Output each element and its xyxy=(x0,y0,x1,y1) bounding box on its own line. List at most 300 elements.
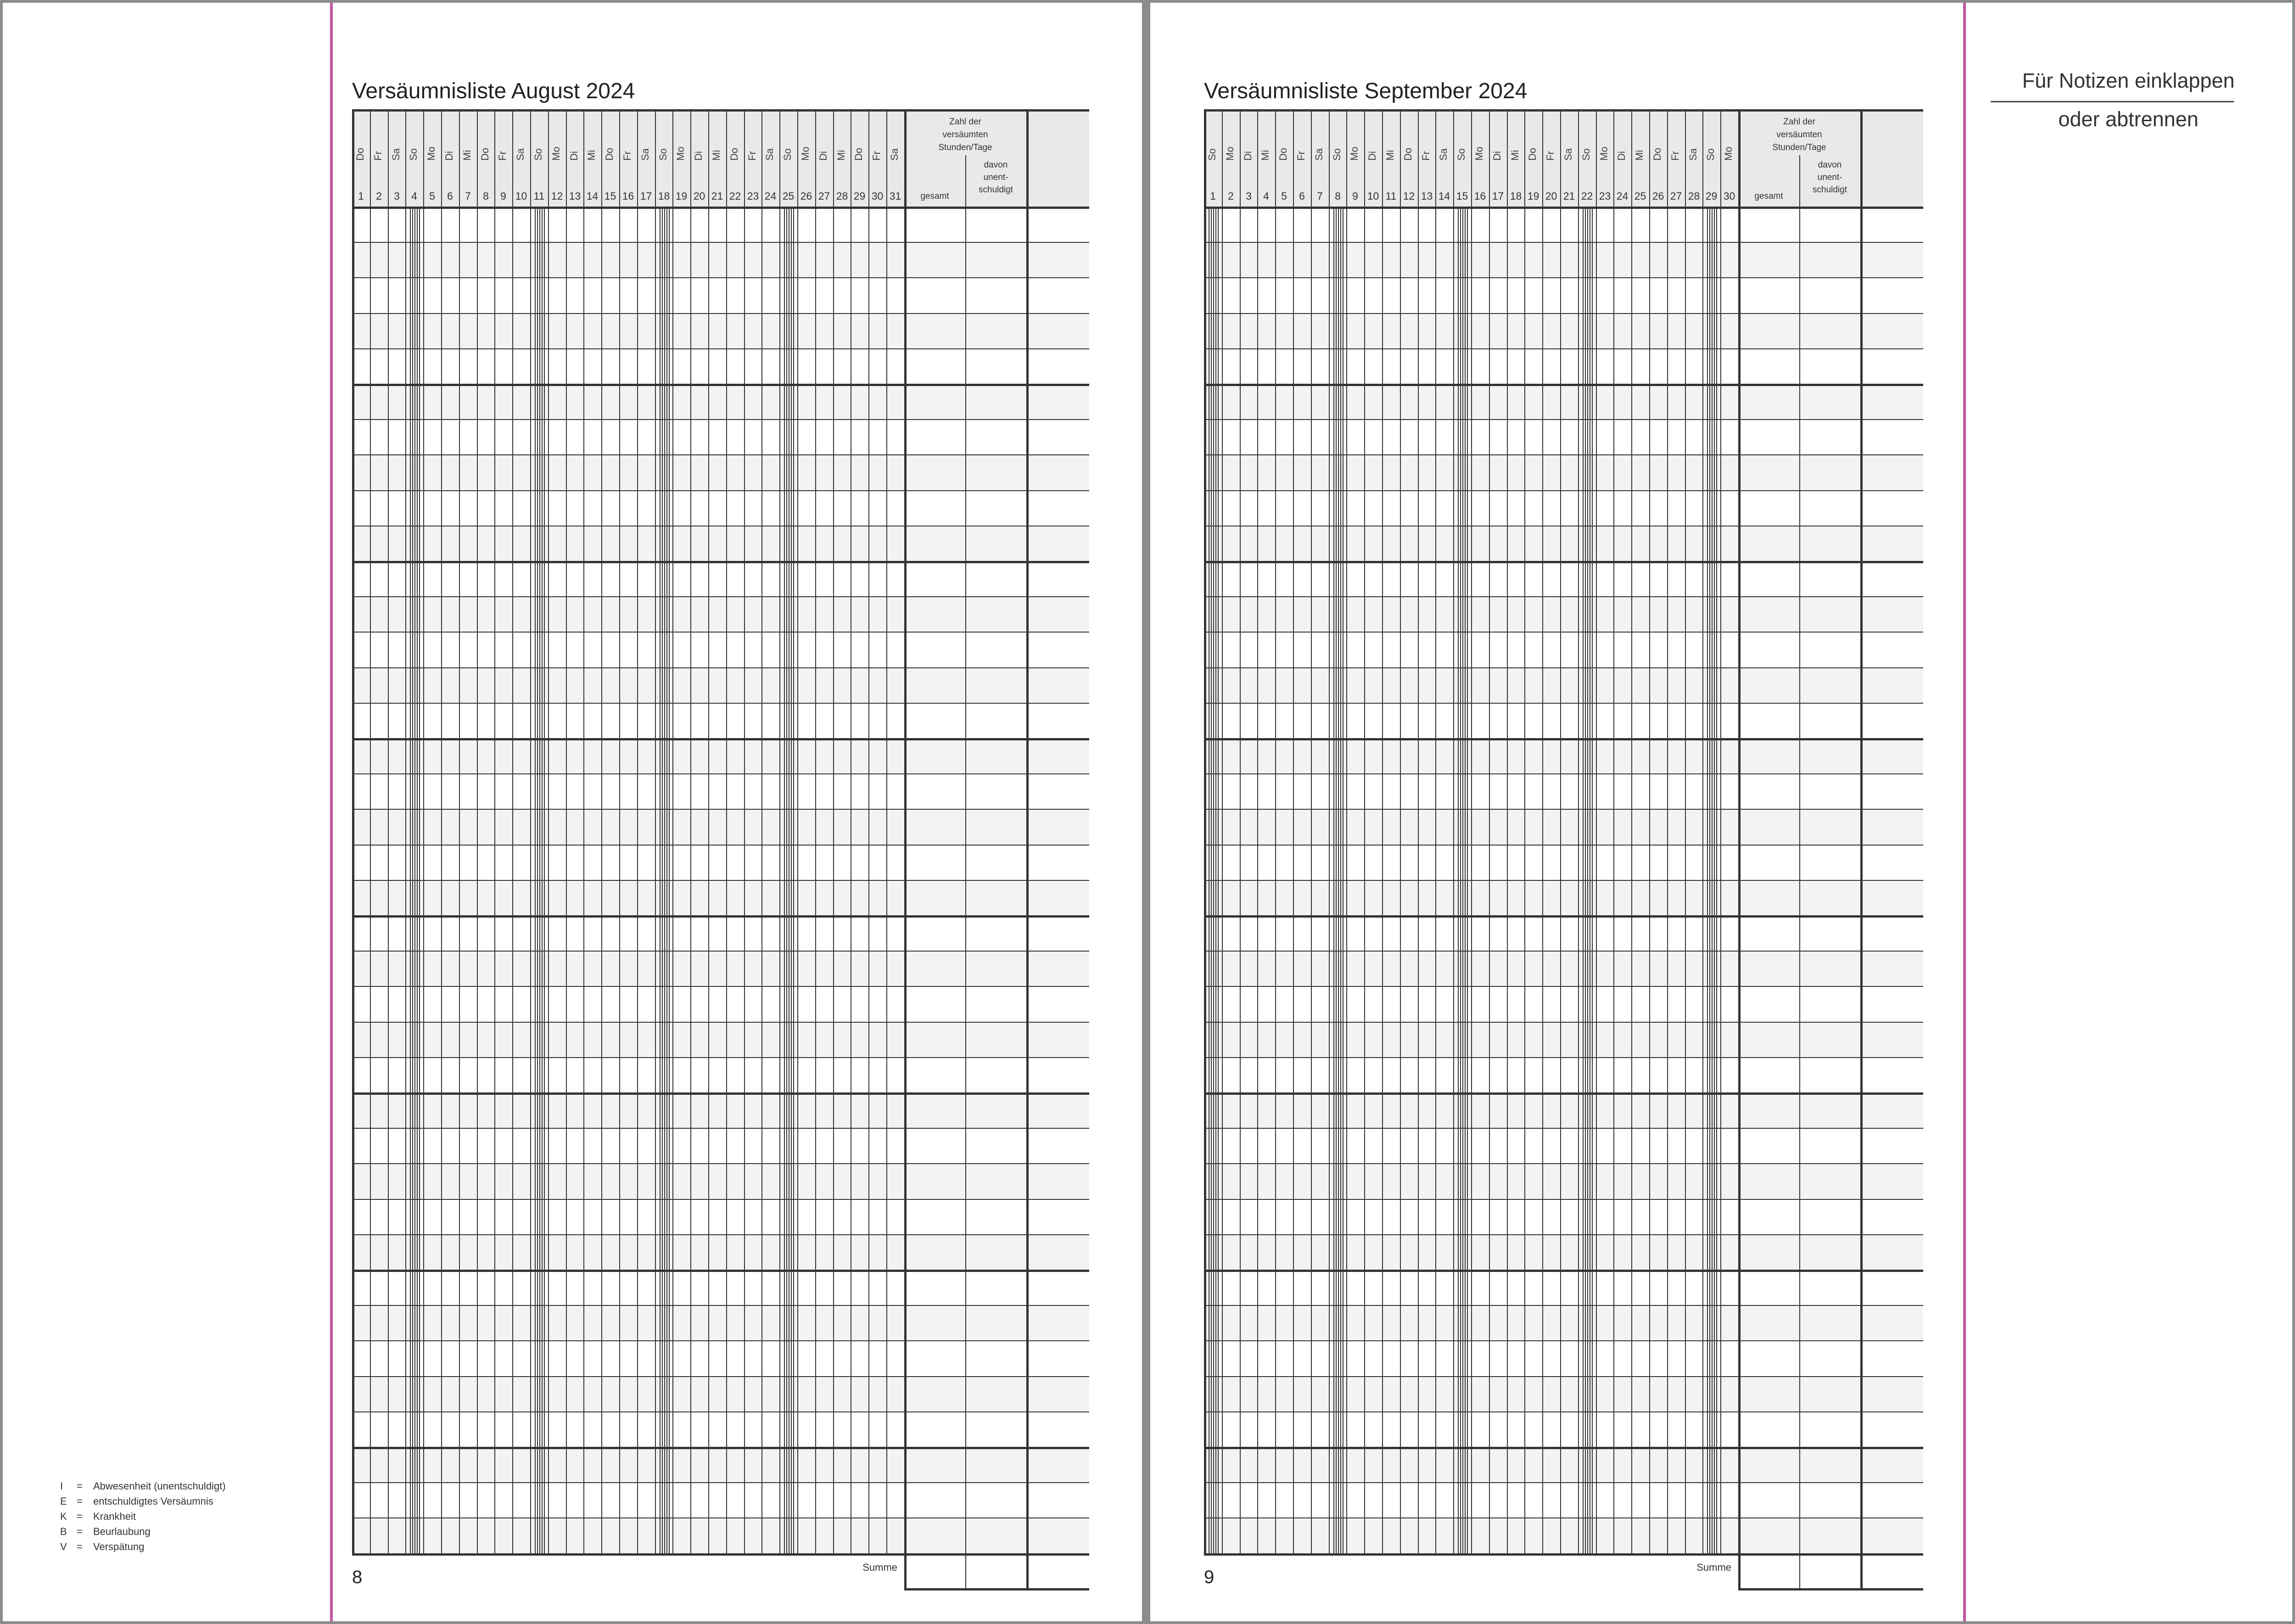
day-number: 8 xyxy=(483,190,489,202)
row-stripe xyxy=(352,313,1089,348)
row-rule xyxy=(352,915,1089,918)
weekday-text: Mi xyxy=(1509,150,1521,161)
row-rule xyxy=(1204,1305,1923,1306)
weekday-text: Sa xyxy=(639,148,651,161)
weekday-text: Di xyxy=(693,151,704,161)
weekday-text: Mi xyxy=(1384,150,1396,161)
weekday-text: Do xyxy=(728,147,740,161)
column-rule xyxy=(459,109,460,1553)
row-stripe xyxy=(1204,667,1923,703)
row-stripe xyxy=(1204,1092,1923,1128)
row-rule xyxy=(352,809,1089,810)
left-margin-line xyxy=(330,3,333,1621)
weekday-text: Fr xyxy=(871,151,882,161)
day-number: 26 xyxy=(1652,190,1664,202)
row-rule xyxy=(352,277,1089,278)
notes-divider xyxy=(1991,101,2234,102)
row-rule xyxy=(352,242,1089,243)
row-rule xyxy=(352,1447,1089,1449)
day-number: 29 xyxy=(1705,190,1718,202)
row-rule xyxy=(352,1482,1089,1483)
row-stripe xyxy=(352,738,1089,773)
column-rule xyxy=(1293,109,1294,1553)
row-rule xyxy=(1204,1270,1923,1272)
summary-header-line: Zahl der xyxy=(949,117,981,127)
day-number: 14 xyxy=(586,190,599,202)
weekday-text: Di xyxy=(1491,151,1503,161)
summary-header-line: versäumten xyxy=(942,130,988,140)
row-rule xyxy=(352,1411,1089,1412)
day-number: 25 xyxy=(1634,190,1646,202)
row-stripe xyxy=(1204,454,1923,490)
row-rule xyxy=(1204,596,1923,597)
column-rule xyxy=(1435,109,1436,1553)
row-stripe xyxy=(352,1163,1089,1198)
day-number: 8 xyxy=(1335,190,1341,202)
column-rule xyxy=(1222,109,1223,1553)
weekday-text: Do xyxy=(1651,147,1663,161)
day-number: 26 xyxy=(800,190,812,202)
row-rule xyxy=(352,845,1089,846)
weekday-text: Mo xyxy=(800,146,811,161)
weekday-text: Di xyxy=(1366,151,1378,161)
row-rule xyxy=(1204,1376,1923,1377)
day-number: 15 xyxy=(604,190,616,202)
weekday-text: Do xyxy=(479,147,491,161)
day-number: 10 xyxy=(1367,190,1379,202)
day-number: 1 xyxy=(358,190,364,202)
column-rule xyxy=(1631,109,1632,1553)
row-rule xyxy=(352,632,1089,633)
row-stripe xyxy=(352,242,1089,277)
column-rule xyxy=(530,109,531,1553)
weekday-text: So xyxy=(408,148,419,161)
row-stripe xyxy=(352,1234,1089,1270)
column-rule xyxy=(583,109,584,1553)
row-rule xyxy=(1204,667,1923,668)
row-rule xyxy=(1204,986,1923,987)
day-number: 12 xyxy=(1403,190,1415,202)
weekday-text: Mi xyxy=(586,150,597,161)
summary-column-rule xyxy=(1799,155,1800,1589)
weekday-text: So xyxy=(1206,148,1218,161)
weekday-text: So xyxy=(1331,148,1343,161)
page-title-september: Versäumnisliste September 2024 xyxy=(1204,79,1528,103)
row-stripe xyxy=(1204,738,1923,773)
row-rule xyxy=(1204,454,1923,455)
day-number: 13 xyxy=(1421,190,1433,202)
summary-col-unexcused-label xyxy=(965,159,1026,196)
row-rule xyxy=(1204,1022,1923,1023)
day-number: 22 xyxy=(1581,190,1593,202)
row-rule xyxy=(352,703,1089,704)
row-stripe xyxy=(1204,1305,1923,1340)
weekday-text: Mi xyxy=(835,150,847,161)
day-number: 2 xyxy=(376,190,382,202)
column-rule xyxy=(1738,109,1741,1553)
row-stripe xyxy=(1204,1022,1923,1057)
day-number: 30 xyxy=(1723,190,1735,202)
row-rule xyxy=(1204,277,1923,278)
row-rule xyxy=(352,596,1089,597)
row-stripe xyxy=(352,1305,1089,1340)
day-number: 20 xyxy=(693,190,705,202)
column-rule xyxy=(1578,109,1579,1553)
row-rule xyxy=(1204,242,1923,243)
row-stripe xyxy=(352,1447,1089,1482)
row-stripe xyxy=(352,809,1089,844)
row-rule xyxy=(1204,809,1923,810)
column-rule xyxy=(1275,109,1276,1553)
summary-header-title xyxy=(1738,116,1860,154)
day-number: 11 xyxy=(1385,190,1397,202)
summary-header-line: Zahl der xyxy=(1783,117,1815,127)
column-rule xyxy=(566,109,567,1553)
legend-row: B = Beurlaubung xyxy=(60,1526,151,1537)
column-rule xyxy=(744,109,745,1553)
row-stripe xyxy=(1204,313,1923,348)
row-rule xyxy=(352,1092,1089,1095)
column-rule xyxy=(1418,109,1419,1553)
day-number: 17 xyxy=(1492,190,1504,202)
day-number: 18 xyxy=(1510,190,1522,202)
row-rule xyxy=(1204,915,1923,918)
row-rule xyxy=(352,773,1089,774)
column-rule xyxy=(1685,109,1686,1553)
table-bottom-rule xyxy=(352,1553,1089,1556)
row-rule xyxy=(352,1305,1089,1306)
row-rule xyxy=(1204,490,1923,491)
row-rule xyxy=(352,1199,1089,1200)
legend-row: E = entschuldigtes Versäumnis xyxy=(60,1495,213,1507)
day-number: 16 xyxy=(1474,190,1486,202)
table-top-rule xyxy=(352,109,1089,112)
right-page xyxy=(1150,3,2292,1621)
column-rule xyxy=(601,109,602,1553)
row-stripe xyxy=(352,526,1089,561)
day-number: 28 xyxy=(1688,190,1700,202)
row-stripe xyxy=(352,667,1089,703)
weekday-text: Di xyxy=(817,151,829,161)
column-rule xyxy=(1613,109,1614,1553)
day-number: 21 xyxy=(1563,190,1575,202)
column-rule xyxy=(637,109,638,1553)
row-stripe xyxy=(1204,242,1923,277)
column-rule xyxy=(512,109,513,1553)
weekday-text: Di xyxy=(1242,151,1254,161)
weekday-text: Di xyxy=(443,151,455,161)
day-number: 3 xyxy=(1246,190,1252,202)
day-number: 24 xyxy=(1616,190,1629,202)
weekday-text: Fr xyxy=(1669,151,1681,161)
row-rule xyxy=(352,986,1089,987)
row-rule xyxy=(1204,561,1923,563)
day-number: 28 xyxy=(836,190,848,202)
row-rule xyxy=(1204,845,1923,846)
row-stripe xyxy=(1204,1518,1923,1553)
weekday-text: So xyxy=(782,148,793,161)
row-rule xyxy=(352,1163,1089,1164)
day-number: 16 xyxy=(622,190,634,202)
column-rule xyxy=(779,109,780,1553)
row-rule xyxy=(352,384,1089,386)
column-rule xyxy=(815,109,816,1553)
day-number: 21 xyxy=(711,190,723,202)
day-number: 9 xyxy=(1352,190,1358,202)
column-rule xyxy=(886,109,887,1553)
weekday-text: Do xyxy=(853,147,864,161)
row-rule xyxy=(352,951,1089,952)
row-rule xyxy=(1204,1057,1923,1058)
day-number: 7 xyxy=(1317,190,1323,202)
column-rule xyxy=(690,109,691,1553)
day-number: 15 xyxy=(1456,190,1468,202)
column-rule xyxy=(655,109,656,1553)
day-number: 2 xyxy=(1228,190,1234,202)
weekday-text: Fr xyxy=(621,151,633,161)
row-stripe xyxy=(1204,1234,1923,1270)
summary-column-rule xyxy=(1738,1553,1741,1589)
row-rule xyxy=(1204,703,1923,704)
day-number: 13 xyxy=(569,190,581,202)
weekday-text: So xyxy=(1455,148,1467,161)
weekday-text: So xyxy=(1580,148,1592,161)
column-rule xyxy=(388,109,389,1553)
column-rule xyxy=(708,109,709,1553)
row-rule xyxy=(352,490,1089,491)
weekday-text: Fr xyxy=(372,151,384,161)
row-rule xyxy=(1204,1340,1923,1341)
table-bottom-rule xyxy=(1204,1553,1923,1556)
table-top-rule xyxy=(1204,109,1923,112)
column-rule xyxy=(423,109,424,1553)
row-stripe xyxy=(1204,1163,1923,1198)
unexcused-header-line: unent- xyxy=(1817,173,1842,182)
column-rule xyxy=(672,109,673,1553)
weekday-text: Sa xyxy=(1313,148,1325,161)
weekday-text: Do xyxy=(1402,147,1414,161)
unexcused-header-line: schuldigt xyxy=(979,185,1013,195)
legend-row: I = Abwesenheit (unentschuldigt) xyxy=(60,1480,226,1492)
column-rule xyxy=(1649,109,1650,1553)
row-rule xyxy=(352,738,1089,740)
column-rule xyxy=(477,109,478,1553)
summary-col-total-label: gesamt xyxy=(920,191,949,201)
day-number: 19 xyxy=(1527,190,1539,202)
header-bottom-rule xyxy=(1204,207,1923,209)
column-rule xyxy=(1329,109,1330,1553)
day-number: 24 xyxy=(764,190,777,202)
weekday-text: So xyxy=(532,148,544,161)
row-stripe xyxy=(352,951,1089,986)
row-rule xyxy=(352,1057,1089,1058)
weekday-text: Mi xyxy=(1634,150,1645,161)
weekday-text: So xyxy=(657,148,669,161)
row-stripe xyxy=(1204,809,1923,844)
weekday-text: Mo xyxy=(1723,146,1734,161)
summary-column-rule xyxy=(904,1553,907,1589)
weekday-text: Sa xyxy=(764,148,775,161)
column-rule xyxy=(1204,109,1206,1553)
notes-hint-line2: oder abtrennen xyxy=(2058,107,2199,131)
day-number: 29 xyxy=(853,190,866,202)
weekday-text: Sa xyxy=(889,148,900,161)
row-stripe xyxy=(1204,596,1923,632)
row-stripe xyxy=(352,384,1089,419)
summary-header-line: versäumten xyxy=(1776,130,1822,140)
row-stripe xyxy=(1204,1447,1923,1482)
day-number: 20 xyxy=(1545,190,1557,202)
row-stripe xyxy=(352,880,1089,915)
unexcused-header-line: unent- xyxy=(983,173,1008,182)
row-rule xyxy=(1204,773,1923,774)
row-rule xyxy=(352,1234,1089,1235)
unexcused-header-line: davon xyxy=(984,160,1008,170)
day-number: 27 xyxy=(818,190,830,202)
right-fold-line xyxy=(1963,3,1966,1621)
column-rule xyxy=(1720,109,1721,1553)
weekday-text: Fr xyxy=(497,151,508,161)
weekday-text: Fr xyxy=(1420,151,1432,161)
row-rule xyxy=(352,1022,1089,1023)
row-rule xyxy=(1204,1411,1923,1412)
row-rule xyxy=(352,561,1089,563)
summary-col-total-label: gesamt xyxy=(1754,191,1783,201)
row-stripe xyxy=(1204,951,1923,986)
row-stripe xyxy=(352,1022,1089,1057)
day-number: 10 xyxy=(515,190,527,202)
weekday-text: Sa xyxy=(1687,148,1699,161)
column-rule xyxy=(726,109,727,1553)
column-rule xyxy=(1542,109,1543,1553)
row-rule xyxy=(352,1340,1089,1341)
column-rule xyxy=(370,109,371,1553)
column-rule xyxy=(1596,109,1597,1553)
column-rule xyxy=(1400,109,1401,1553)
page-title-august: Versäumnisliste August 2024 xyxy=(352,79,635,103)
weekday-text: Mi xyxy=(711,150,722,161)
row-stripe xyxy=(352,1092,1089,1128)
row-rule xyxy=(1204,738,1923,740)
summary-header-line: Stunden/Tage xyxy=(938,143,992,152)
day-number: 12 xyxy=(551,190,563,202)
row-rule xyxy=(1204,1234,1923,1235)
row-rule xyxy=(352,880,1089,881)
legend-row: V = Verspätung xyxy=(60,1541,145,1552)
row-rule xyxy=(1204,348,1923,349)
row-rule xyxy=(1204,880,1923,881)
header-bottom-rule xyxy=(352,207,1089,209)
day-number: 3 xyxy=(394,190,400,202)
day-number: 23 xyxy=(1599,190,1611,202)
row-rule xyxy=(352,419,1089,420)
column-rule xyxy=(797,109,798,1553)
day-number: 6 xyxy=(447,190,453,202)
day-number: 27 xyxy=(1670,190,1682,202)
summe-label: Summe xyxy=(1696,1561,1731,1573)
day-number: 1 xyxy=(1210,190,1216,202)
column-rule xyxy=(761,109,762,1553)
column-rule xyxy=(1346,109,1347,1553)
column-rule xyxy=(1364,109,1365,1553)
weekday-text: Mi xyxy=(1259,150,1271,161)
weekday-text: Fr xyxy=(746,151,758,161)
row-stripe xyxy=(352,1376,1089,1411)
row-rule xyxy=(1204,1128,1923,1129)
page-number-left: 8 xyxy=(352,1567,363,1587)
weekday-text: Sa xyxy=(515,148,526,161)
row-stripe xyxy=(352,596,1089,632)
row-rule xyxy=(1204,1163,1923,1164)
row-stripe xyxy=(1204,880,1923,915)
weekday-text: Do xyxy=(1527,147,1538,161)
weekday-text: Di xyxy=(568,151,580,161)
day-number: 17 xyxy=(640,190,652,202)
column-rule xyxy=(494,109,495,1553)
row-rule xyxy=(352,1376,1089,1377)
row-stripe xyxy=(352,454,1089,490)
column-rule xyxy=(405,109,406,1553)
weekday-text: Mo xyxy=(1224,146,1236,161)
day-number: 30 xyxy=(871,190,884,202)
row-rule xyxy=(352,667,1089,668)
weekday-text: Do xyxy=(354,147,366,161)
weekday-text: Di xyxy=(1616,151,1627,161)
row-stripe xyxy=(1204,384,1923,419)
column-rule xyxy=(352,109,354,1553)
day-number: 31 xyxy=(889,190,901,202)
day-number: 25 xyxy=(782,190,795,202)
row-rule xyxy=(1204,384,1923,386)
column-rule xyxy=(868,109,869,1553)
weekday-text: Sa xyxy=(1438,148,1449,161)
row-rule xyxy=(1204,1092,1923,1095)
column-rule xyxy=(1453,109,1454,1553)
notes-hint-line1: Für Notizen einklappen xyxy=(2022,69,2235,92)
row-rule xyxy=(1204,419,1923,420)
row-rule xyxy=(352,313,1089,314)
legend-row: K = Krankheit xyxy=(60,1511,136,1522)
row-rule xyxy=(352,348,1089,349)
weekday-text: Sa xyxy=(390,148,402,161)
column-rule xyxy=(1560,109,1561,1553)
column-rule xyxy=(1667,109,1668,1553)
column-rule xyxy=(1311,109,1312,1553)
day-number: 4 xyxy=(411,190,417,202)
weekday-text: Sa xyxy=(1562,148,1574,161)
left-page xyxy=(3,3,1142,1621)
day-number: 9 xyxy=(500,190,506,202)
day-number: 6 xyxy=(1299,190,1305,202)
day-number: 23 xyxy=(747,190,759,202)
weekday-text: So xyxy=(1705,148,1716,161)
row-rule xyxy=(1204,1447,1923,1449)
day-number: 14 xyxy=(1438,190,1450,202)
weekday-text: Mo xyxy=(675,146,686,161)
weekday-text: Mi xyxy=(461,150,473,161)
weekday-text: Mo xyxy=(1349,146,1360,161)
day-number: 4 xyxy=(1263,190,1269,202)
row-stripe xyxy=(1204,526,1923,561)
day-number: 5 xyxy=(429,190,435,202)
row-rule xyxy=(1204,951,1923,952)
column-rule xyxy=(1489,109,1490,1553)
summary-column-rule xyxy=(1860,109,1863,1589)
summary-header-line: Stunden/Tage xyxy=(1772,143,1826,152)
column-rule xyxy=(833,109,834,1553)
column-rule xyxy=(904,109,907,1553)
day-number: 19 xyxy=(675,190,688,202)
